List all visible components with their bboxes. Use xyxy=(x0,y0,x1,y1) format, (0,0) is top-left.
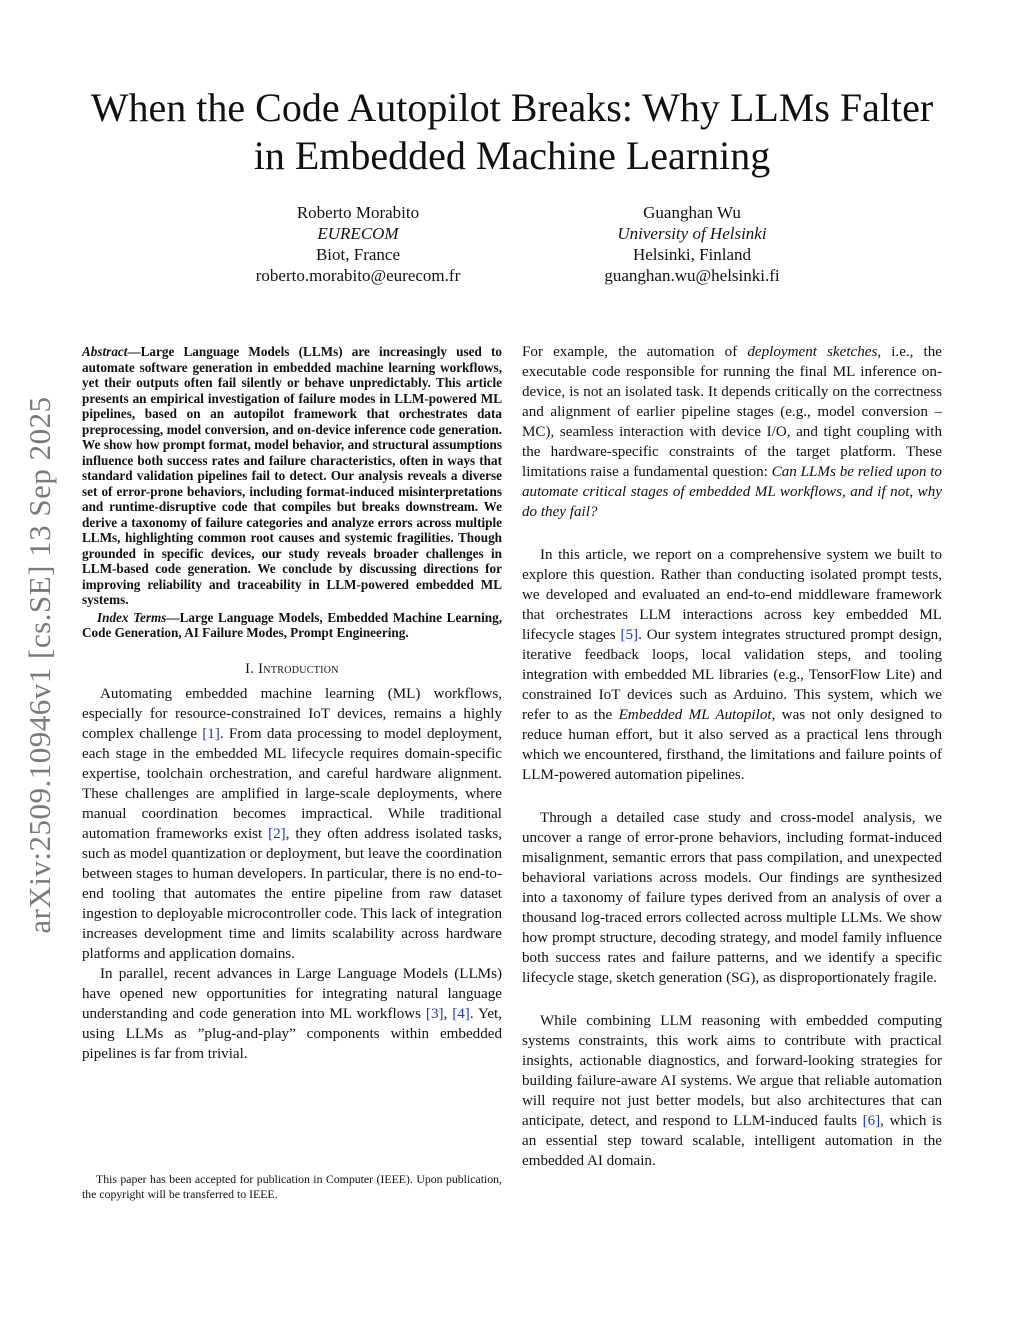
right-column xyxy=(522,342,942,1194)
text-run: . Our system integrates structured prompt design, iterative feedback loops, local validation steps, and tooling integration with embedded ML libraries (e.g., TensorFlow Lite) and constrained IoT devices such as Arduino. This system, which we refer to as the xyxy=(522,627,942,723)
body-paragraph xyxy=(522,545,942,785)
footnote: This paper has been accepted for publication in Computer (IEEE). Upon publication, the copyright will be transferred to IEEE. xyxy=(82,1172,502,1201)
author-location: Helsinki, Finland xyxy=(632,245,752,264)
author-email: roberto.morabito@eurecom.fr xyxy=(255,266,461,285)
section-number: I. xyxy=(245,660,255,677)
section-title: Introduction xyxy=(258,660,339,677)
author-block-1 xyxy=(208,202,508,286)
text-run: In parallel, recent advances in Large Language Models (LLMs) have opened new opportunities for integrating natural language understanding and code generation into ML workflows xyxy=(82,965,502,1022)
text-run: For example, the automation of xyxy=(522,344,748,360)
body-paragraph xyxy=(522,342,942,522)
index-terms: Index Terms—Large Language Models, Embedded Machine Learning, Code Generation, AI Failure Modes, Prompt Engineering. xyxy=(82,609,502,640)
abstract: Abstract—Large Language Models (LLMs) are increasingly used to automate software generation in embedded machine learning workflows, yet their outputs often fail silently or behave unpredictably. This article presents an empirical investigation of failure modes in LLM-powered ML pipelines, based on an autopilot framework that orchestrates data preprocessing, model conversion, and on-device inference code generation. We show how prompt format, model behavior, and structural assumptions influence both success rates and failure characteristics, often in ways that standard validation pipelines fail to detect. Our analysis reveals a diverse set of error-prone behaviors, including format-induced misinterpretations and runtime-disruptive code that compiles but breaks downstream. We derive a taxonomy of failure categories and analyze errors across multiple LLMs, highlighting common root causes and systemic fragilities. Though grounded in specific devices, our study reveals broader challenges in LLM-based code generation. We conclude by discussing directions for improving reliability and traceability in LLM-powered embedded ML systems. xyxy=(82,344,502,607)
body-paragraph: Through a detailed case study and cross-model analysis, we uncover a range of error-prone behaviors, including format-induced misalignment, semantic errors that pass compilation, and unexpected behavioral variations across models. Our findings are synthesized into a taxonomy of failure types derived from an analysis of over a thousand log-traced errors collected across multiple LLMs. We show how prompt structure, decoding strategy, and model family influence both success rates and failure patterns, and we identify a specific lifecycle stage, sketch generation (SG), as disproportionately fragile. xyxy=(522,810,942,986)
index-terms-label: Index Terms xyxy=(97,609,167,625)
author-block-2 xyxy=(542,202,842,286)
citation-link[interactable]: [6] xyxy=(862,1113,881,1129)
author-name: Guanghan Wu xyxy=(643,203,741,222)
citation-link[interactable]: [2] xyxy=(268,825,286,842)
index-terms-text: Large Language Models, Embedded Machine Learning, Code Generation, AI Failure Modes, Prompt Engineering. xyxy=(82,609,502,640)
body-paragraph xyxy=(522,1011,942,1171)
intro-paragraph-1 xyxy=(82,684,502,964)
author-affiliation: EURECOM xyxy=(317,224,399,243)
text-run: Automating embedded machine learning (ML) workflows, especially for resource-constrained IoT devices, remains a highly complex challenge xyxy=(82,685,502,742)
left-column xyxy=(82,344,502,1064)
emphasis: Embedded ML Autopilot xyxy=(618,707,772,723)
citation-link[interactable]: [5] xyxy=(620,627,639,643)
intro-paragraph-2 xyxy=(82,964,502,1064)
arxiv-sidebar xyxy=(10,375,70,955)
abstract-text: Large Language Models (LLMs) are increasingly used to automate software generation in embedded machine learning workflows, yet their outputs often fail silently or behave unpredictably. This article presents an empirical investigation of failure modes in LLM-powered ML pipelines, based on an autopilot framework that orchestrates data preprocessing, model conversion, and on-device inference code generation. We show how prompt format, model behavior, and structural assumptions influence both success rates and failure characteristics, often in ways that standard validation pipelines fail to detect. Our analysis reveals a diverse set of error-prone behaviors, including format-induced misinterpretations and runtime-disruptive code that compiles but breaks downstream. We derive a taxonomy of failure categories and analyze errors across multiple LLMs, highlighting common root causes and systemic fragilities. Though grounded in specific devices, our study reveals broader challenges in LLM-based code generation. We conclude by discussing directions for improving reliability and traceability in LLM-powered embedded ML systems. xyxy=(82,344,502,607)
text-run: . From data processing to model deployment, each stage in the embedded ML lifecycle requires domain-specific expertise, toolchain orchestration, and careful hardware alignment. These challenges are amplified in large-scale deployments, where manual coordination becomes impractical. While traditional automation frameworks exist xyxy=(82,725,502,842)
emphasis: deployment sketches xyxy=(747,344,878,360)
text-run: In this article, we report on a comprehensive system we built to explore this question. Rather than conducting isolated prompt tests, we developed and evaluated an end-to-end middleware framework that orchestrates LLM interactions across key embedded ML lifecycle stages xyxy=(522,547,942,643)
text-run: , i.e., the executable code responsible for running the final ML inference on-device, is not an isolated task. It depends critically on the correctness and alignment of earlier pipeline stages (e.g., model conversion – MC), seamless interaction with device I/O, and tight coupling with the hardware-specific constraints of the target platform. These limitations raise a fundamental question: xyxy=(522,344,942,480)
citation-link[interactable]: [3] xyxy=(425,1005,444,1022)
text-run: , was not only designed to reduce human effort, but it also served as a practical lens through which we encountered, firsthand, the limitations and failure points of LLM-powered automation pipelines. xyxy=(522,707,942,783)
citation-link[interactable]: [1] xyxy=(202,725,220,742)
abstract-label: Abstract xyxy=(82,344,128,359)
author-name: Roberto Morabito xyxy=(296,203,420,222)
text-run: , which is an essential step toward scalable, intelligent automation in the embedded AI domain. xyxy=(522,1113,942,1169)
section-heading xyxy=(82,661,502,678)
emphasis: Can LLMs be relied upon to automate critical stages of embedded ML workflows, and if not, why do they fail? xyxy=(522,464,942,520)
text-run: . Yet, using LLMs as ”plug-and-play” components within embedded pipelines is far from trivial. xyxy=(82,1005,502,1062)
paper-title: When the Code Autopilot Breaks: Why LLMs Falter in Embedded Machine Learning xyxy=(90,85,934,178)
text-run: While combining LLM reasoning with embedded computing systems constraints, this work aims to contribute with practical insights, actionable diagnostics, and forward-looking strategies for building failure-aware AI systems. We argue that reliable automation will require not just better models, but also architectures that can anticipate, detect, and respond to LLM-induced faults xyxy=(522,1013,942,1129)
author-email: guanghan.wu@helsinki.fi xyxy=(604,266,780,285)
text-run: , xyxy=(443,1005,453,1022)
author-location: Biot, France xyxy=(315,245,401,264)
arxiv-identifier: arXiv:2509.10946v1 [cs.SE] 13 Sep 2025 xyxy=(22,396,57,934)
author-affiliation: University of Helsinki xyxy=(617,224,767,243)
text-run: , they often address isolated tasks, such as model quantization or deployment, but leave the coordination between stages to human developers. In particular, there is no end-to-end tooling that automates the entire pipeline from raw dataset ingestion to deployable microcontroller code. This lack of integration increases development time and limits scalability across hardware platforms and application domains. xyxy=(82,825,502,962)
citation-link[interactable]: [4] xyxy=(452,1005,470,1022)
